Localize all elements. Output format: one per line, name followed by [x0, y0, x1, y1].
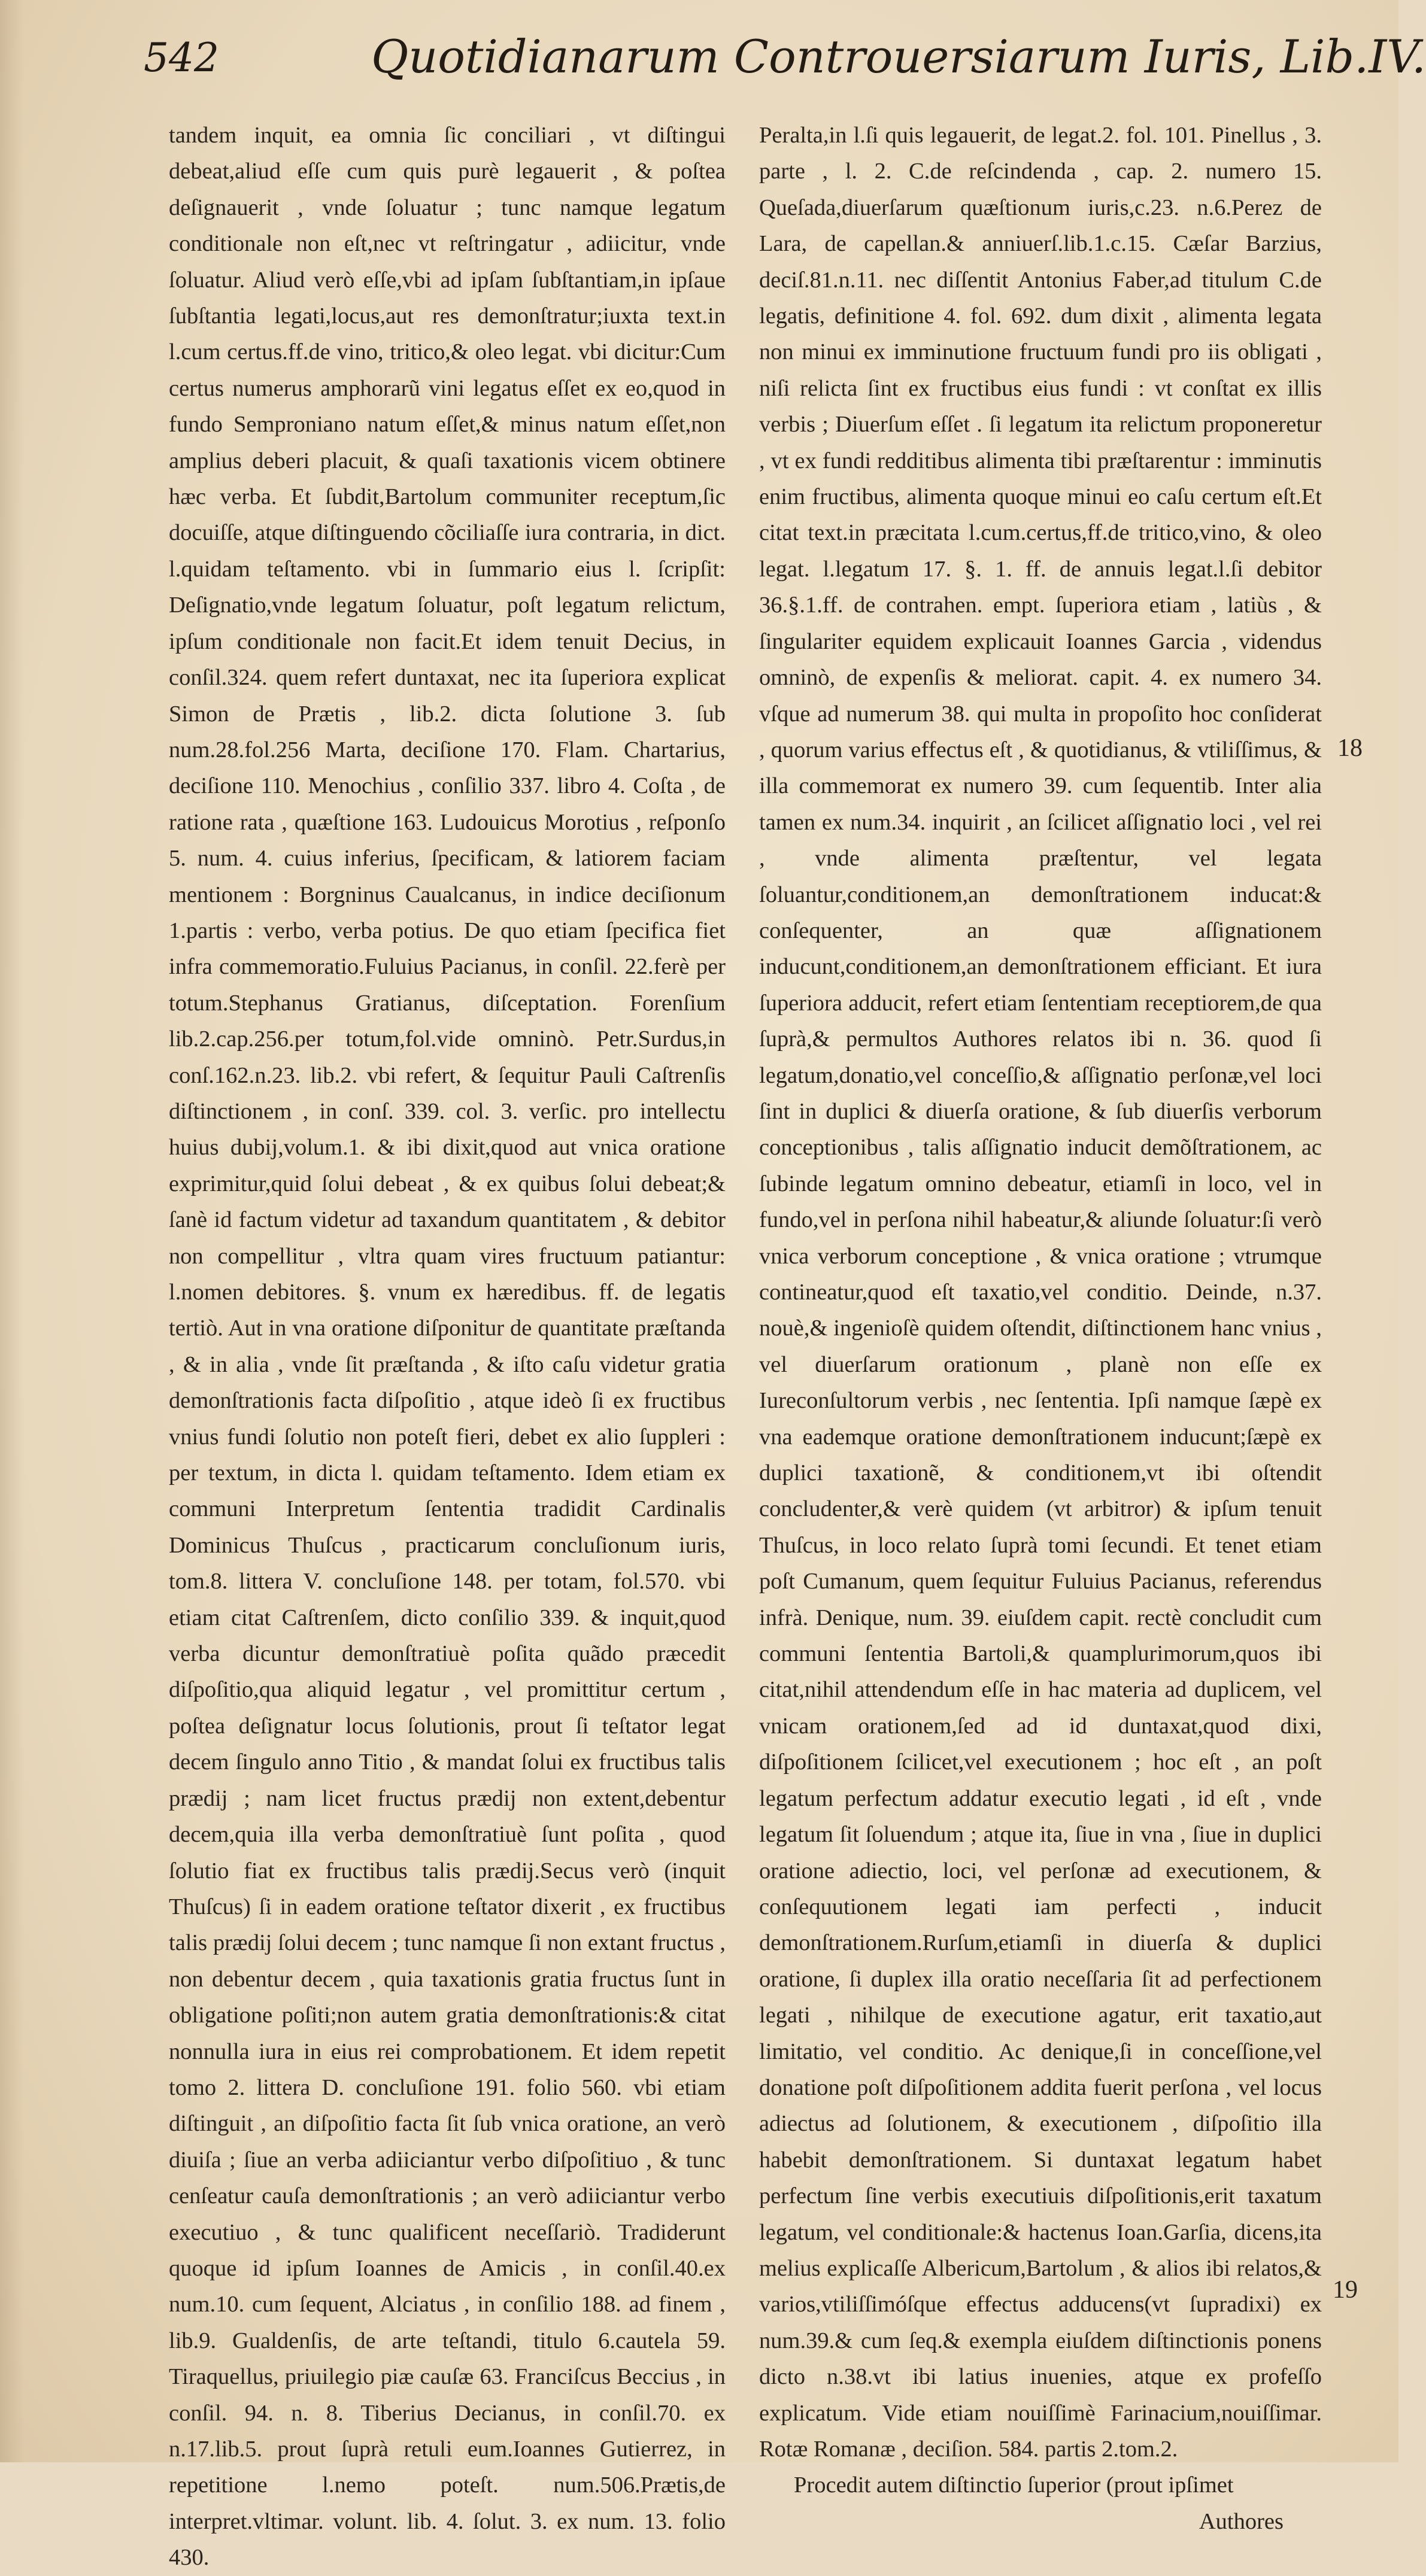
- right-column-paragraph-1: Peralta,in l.ſi quis legauerit, de legat.2. fol. 101. Pinellus , 3. parte , l. 2. C.de reſcindenda , cap. 2. numero 15. Queſada,diuerſarum quæſtionum iuris,c.23. n.6.Perez de Lara, de capellan.& anniuerſ.lib.1.c.15. Cæſar Barzius, deciſ.81.n.11. nec diſſentit Antonius Faber,ad titulum C.de legatis, definitione 4. fol. 692. dum dixit , alimenta legata non minui ex imminutione fructuum fundi pro iis obligati , niſi relicta ſint ex fructibus eius fundi : vt conſtat ex illis verbis ; Diuerſum eſſet . ſi legatum ita relictum proponeretur , vt ex fundi redditibus alimenta tibi præſtarentur : imminutis enim fructibus, alimenta quoque minui eo caſu certum eſt.Et citat text.in præcitata l.cum.certus,ff.de tritico,vino, & oleo legat. l.legatum 17. §. 1. ff. de annuis legat.l.ſi debitor 36.§.1.ff. de contrahen. empt. ſuperiora etiam , latiùs , & ſingulariter equidem explicauit Ioannes Garcia , videndus omninò, de expenſis & meliorat. capit. 4. ex numero 34. vſque ad numerum 38. qui multa in propoſito hoc conſiderat , quorum varius effectus eſt , & quotidianus, & vtiliſſimus, & illa commemorat ex numero 39. cum ſequentib. Inter alia tamen ex num.34. inquirit , an ſcilicet aſſignatio loci , vel rei , vnde alimenta præſtentur, vel legata ſoluantur,conditionem,an demonſtrationem inducat:& conſequenter, an quæ aſſignationem inducunt,conditionem,an demonſtrationem efficiant. Et iura ſuperiora adducit, refert etiam ſententiam receptiorem,de qua ſuprà,& permultos Authores relatos ibi n. 36. quod ſi legatum,donatio,vel conceſſio,& aſſignatio perſonæ,vel loci ſint in duplici & diuerſa oratione, & ſub diuerſis verborum conceptionibus , talis aſſignatio inducit demõſtrationem, ac ſubinde legatum omnino debeatur, etiamſi in loco, vel in fundo,vel in perſona nihil habeatur,& aliunde ſoluatur:ſi verò vnica verborum conceptione , & vnica oratione ; vtrumque contineatur,quod eſt taxatio,vel conditio. Deinde, n.37. nouè,& ingenioſè quidem oſtendit, diſtinctionem hanc vnius , vel diuerſarum orationum , planè non eſſe ex Iureconſultorum verbis , nec ſententia. Ipſi namque ſæpè ex vna eademque oratione demonſtrationem inducunt;ſæpè ex duplici taxationẽ, & conditionem,vt ibi oſtendit concludenter,& verè quidem (vt arbitror) & ipſum tenuit Thuſcus, in loco relato ſuprà tomi ſecundi. Et tenet etiam poſt Cumanum, quem ſequitur Fuluius Pacianus, referendus infrà. Denique, num. 39. eiuſdem capit. rectè concludit cum communi ſententia Bartoli,& quamplurimorum,quos ibi citat,nihil attendendum eſſe in hac materia ad duplicem, vel vnicam orationem,ſed ad id duntaxat,quod dixi, diſpoſitionem ſcilicet,vel executionem ; hoc eſt , an poſt legatum perfectum addatur executio legati , id eſt , vnde legatum ſit ſoluendum ; atque ita, ſiue in vna , ſiue in duplici oratione adiectio, loci, vel perſonæ ad executionem, & conſequutionem legati iam perfecti , inducit demonſtrationem.Rurſum,etiamſi in diuerſa & duplici oratione, ſi duplex illa oratio neceſſaria ſit ad perfectionem legati , nihilque de executione agatur, erit taxatio,aut limitatio, vel conditio. Ac denique,ſi in conceſſione,vel donatione poſt diſpoſitionem addita fuerit perſona , vel locus adiectus ad ſolutionem, & executionem , diſpoſitio illa habebit demonſtrationem. Si duntaxat legatum habet perfectum ſine verbis executiuis diſpoſitionis,erit taxatum legatum, vel conditionale:& hactenus Ioan.Garſia, dicens,ita melius explicaſſe Albericum,Bartolum , & alios ibi relatos,& varios,vtiliſſimóſque effectus adducens(vt ſupradixi) ex num.39.& cum ſeq.& exempla eiuſdem diſtinctionis ponens dicto n.38.vt ibi latius inuenies, atque ex profeſſo explicatum. Vide etiam nouiſſimè Farinacium,nouiſſimar. Rotæ Romanæ , deciſion. 584. partis 2.tom.2.: [759, 123, 1322, 2462]
- running-title: Quotidianarum Controuersiarum Iuris, Lib.IV.: [371, 30, 1426, 83]
- page-edge-shadow: [0, 0, 24, 2462]
- margin-number-19: 19: [1333, 2276, 1358, 2304]
- catchword: Authores: [1199, 2508, 1284, 2534]
- left-column-text: tandem inquit, ea omnia ſic conciliari , vt diſtingui debeat,aliud eſſe cum quis purè legauerit , & poſtea deſignauerit , vnde ſoluatur ; tunc namque legatum conditionale non eſt,nec vt reſtringatur , adiicitur, vnde ſoluatur. Aliud verò eſſe,vbi ad ipſam ſubſtantiam,in ipſaue ſubſtantia legati,locus,aut res demonſtratur;iuxta text.in l.cum certus.ff.de vino, tritico,& oleo legat. vbi dicitur:Cum certus numerus amphorarũ vini legatus eſſet ex eo,quod in fundo Semproniano natum eſſet,& minus natum eſſet,non amplius deberi placuit, & quaſi taxationis vicem obtinere hæc verba. Et ſubdit,Bartolum communiter receptum,ſic docuiſſe, atque diſtinguendo cõciliaſſe iura contraria, in dict. l.quidam teſtamento. vbi in ſummario eius l. ſcripſit: Deſignatio,vnde legatum ſoluatur, poſt legatum relictum, ipſum conditionale non facit.Et idem tenuit Decius, in conſil.324. quem refert duntaxat, nec ita ſuperiora explicat Simon de Prætis , lib.2. dicta ſolutione 3. ſub num.28.fol.256 Marta, deciſione 170. Flam. Chartarius, deciſione 110. Menochius , conſilio 337. libro 4. Coſta , de ratione rata , quæſtione 163. Ludouicus Morotius , reſponſo 5. num. 4. cuius inferius, ſpecificam, & latiorem faciam mentionem : Borgninus Caualcanus, in indice deciſionum 1.partis : verbo, verba potius. De quo etiam ſpecifica fiet infra commemoratio.Fuluius Pacianus, in conſil. 22.ferè per totum.Stephanus Gratianus, diſceptation. Forenſium lib.2.cap.256.per totum,fol.vide omninò. Petr.Surdus,in conſ.162.n.23. lib.2. vbi refert, & ſequitur Pauli Caſtrenſis diſtinctionem , in conſ. 339. col. 3. verſic. pro intellectu huius dubij,volum.1. & ibi dixit,quod aut vnica oratione exprimitur,quid ſolui debeat , & ex quibus ſolui debeat;& ſanè id factum videtur ad taxandum quantitatem , & debitor non compellitur , vltra quam vires fructuum patiantur: l.nomen debitores. §. vnum ex hæredibus. ff. de legatis tertiò. Aut in vna oratione diſponitur de quantitate præſtanda , & in alia , vnde ſit præſtanda , & iſto caſu videtur gratia demonſtrationis facta diſpoſitio , atque ideò ſi ex fructibus vnius fundi ſolutio non poteſt fieri, debet ex alio ſuppleri : per textum, in dicta l. quidam teſtamento. Idem etiam ex communi Interpretum ſententia tradidit Cardinalis Dominicus Thuſcus , practicarum concluſionum iuris, tom.8. littera V. concluſione 148. per totam, fol.570. vbi etiam citat Caſtrenſem, dicto conſilio 339. & inquit,quod verba dicuntur demonſtratiuè poſita quãdo præcedit diſpoſitio,qua aliquid legatur , vel promittitur certum , poſtea deſignatur locus ſolutionis, prout ſi teſtator legat decem ſingulo anno Titio , & mandat ſolui ex fructibus talis prædij ; nam licet fructus prædij non extent,debentur decem,quia illa verba demonſtratiuè ſunt poſita , quod ſolutio fiat ex fructibus talis prædij.Secus verò (inquit Thuſcus) ſi in eadem oratione teſtator dixerit , ex fructibus talis prædij ſolui decem ; tunc namque ſi non extant fructus , non debentur decem , quia taxationis gratia fructus ſunt in obligatione poſiti;non autem gratia demonſtrationis:& citat nonnulla iura in eius rei comprobationem. Et idem repetit tomo 2. littera D. concluſione 191. folio 560. vbi etiam diſtinguit , an diſpoſitio facta ſit ſub vnica oratione, an verò diuiſa ; ſiue an verba adiiciantur verbo diſpoſitiuo , & tunc cenſeatur cauſa demonſtrationis ; an verò adiiciantur verbo executiuo , & tunc qualificent neceſſariò. Tradiderunt quoque id ipſum Ioannes de Amicis , in conſil.40.ex num.10. cum ſequent, Alciatus , in conſilio 188. ad finem , lib.9. Gualdenſis, de arte teſtandi, titulo 6.cautela 59. Tiraquellus, priuilegio piæ cauſæ 63. Franciſcus Beccius , in conſil. 94. n. 8. Tiberius Decianus, in conſil.70. ex n.17.lib.5. prout ſuprà retuli eum.Ioannes Gutierrez, in repetitione l.nemo poteſt. num.506.Prætis,de interpret.vltimar. volunt. lib. 4. ſolut. 3. ex num. 13. folio 430.: [169, 123, 726, 2571]
- left-column: [169, 117, 726, 2571]
- page-number: 542: [144, 35, 219, 81]
- right-column-paragraph-2: Procedit autem diſtinctio ſuperior (prout ipſimet: [794, 2472, 1234, 2498]
- right-column: [759, 117, 1322, 2534]
- margin-number-18: 18: [1337, 734, 1363, 762]
- page-header: [0, 24, 1426, 108]
